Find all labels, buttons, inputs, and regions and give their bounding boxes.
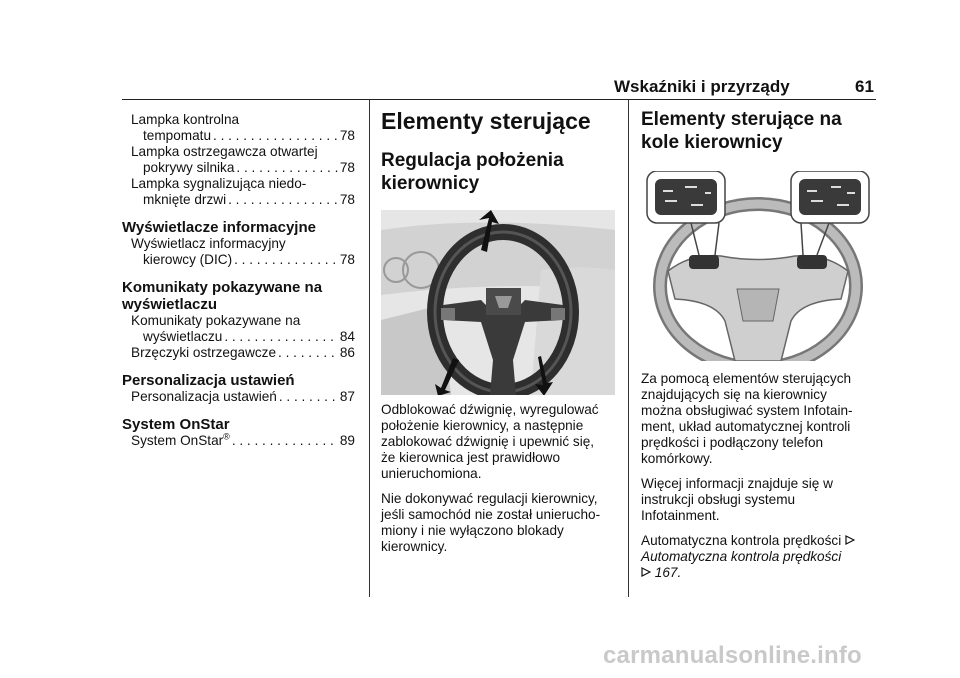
registered-mark: ® xyxy=(223,431,230,442)
column-divider-right xyxy=(628,100,629,597)
watermark: carmanualsonline.info xyxy=(603,642,862,669)
toc-section-heading xyxy=(122,279,355,313)
header-rule xyxy=(122,99,876,100)
page-reference-icon xyxy=(641,567,651,577)
toc-entry-text: tempomatu xyxy=(143,128,212,143)
cruise-control-reference-target[interactable]: Automatyczna kontrola prędkości 167. xyxy=(641,549,881,581)
paragraph-line: Nie dokonywać regulacji kierownicy, xyxy=(381,491,598,506)
page-reference-icon xyxy=(845,535,855,545)
paragraph-line: instrukcji obsługi systemu xyxy=(641,492,796,507)
toc-heading-line: Komunikaty pokazywane na xyxy=(122,279,323,296)
toc-entry-text: pokrywy silnika xyxy=(143,160,235,175)
infotainment-note xyxy=(641,476,881,524)
adjustment-warning xyxy=(381,491,615,555)
steering-adjustment-section xyxy=(381,108,615,555)
cruise-control-reference[interactable] xyxy=(641,533,881,549)
paragraph-line: unieruchomiona. xyxy=(381,466,482,481)
toc-entry-text: Lampka ostrzegawcza otwartej xyxy=(131,144,318,159)
toc-entry[interactable] xyxy=(122,236,355,268)
section-title-line: Elementy sterujące na xyxy=(641,109,842,130)
toc-entry-text: Lampka kontrolna xyxy=(131,112,240,127)
controls-description xyxy=(641,371,881,467)
toc-heading-line: wyświetlaczu xyxy=(122,296,218,313)
page-number: 61 xyxy=(855,77,874,96)
toc-entry[interactable] xyxy=(122,345,355,361)
paragraph-line: położenie kierownicy, a następnie xyxy=(381,418,584,433)
running-header-title: Wskaźniki i przyrządy xyxy=(614,77,790,96)
paragraph-line: można obsługiwać system Infotain- xyxy=(641,403,853,418)
subsection-title-line: Regulacja położenia xyxy=(381,150,564,171)
toc-entry-text: Personalizacja ustawień xyxy=(131,389,277,404)
paragraph-line: prędkości i podłączony telefon xyxy=(641,435,824,450)
toc-entry-text: System OnStar xyxy=(131,433,224,448)
toc-entry[interactable] xyxy=(122,144,355,176)
steering-wheel-controls-illustration xyxy=(641,171,875,361)
paragraph-line: jeśli samochód nie został unierucho- xyxy=(381,507,601,522)
section-title xyxy=(641,108,881,154)
toc-entry[interactable] xyxy=(122,176,355,208)
paragraph-line: Za pomocą elementów sterujących xyxy=(641,371,852,386)
toc-page-number: 89 xyxy=(339,433,355,448)
reference-page-number: 167 xyxy=(654,565,678,580)
paragraph-line: Infotainment. xyxy=(641,508,720,523)
toc-entry-text: Wyświetlacz informacyjny xyxy=(131,236,286,251)
toc-entry[interactable] xyxy=(122,433,355,449)
toc-entry-text: mknięte drzwi xyxy=(143,192,227,207)
toc-page-number: 87 xyxy=(339,389,355,404)
reference-title: Automatyczna kontrola prędkości xyxy=(641,549,842,564)
paragraph-line: Odblokować dźwignię, wyregulować xyxy=(381,402,599,417)
toc-entry[interactable] xyxy=(122,389,355,405)
toc-page-number: 78 xyxy=(339,128,355,143)
toc-section-heading: Wyświetlacze informacyjne xyxy=(122,219,316,236)
paragraph-line: ment, układ automatycznej kontroli xyxy=(641,419,851,434)
toc-entry-text: wyświetlaczu xyxy=(143,329,223,344)
paragraph-line: zablokować dźwignię i upewnić się, xyxy=(381,434,595,449)
toc-page-number: 78 xyxy=(339,160,355,175)
reference-text: Automatyczna kontrola prędkości xyxy=(641,533,842,548)
adjustment-instructions xyxy=(381,402,615,482)
toc-entry[interactable] xyxy=(122,112,355,144)
toc-entry-text: Lampka sygnalizująca niedo- xyxy=(131,176,307,191)
table-of-contents xyxy=(122,112,355,449)
paragraph-line: Więcej informacji znajduje się w xyxy=(641,476,833,491)
section-title: Elementy sterujące xyxy=(381,108,591,134)
paragraph-line: kierownicy. xyxy=(381,539,448,554)
toc-page-number: 78 xyxy=(339,192,355,207)
toc-page-number: 86 xyxy=(339,345,355,360)
paragraph-line: miony i nie wyłączono blokady xyxy=(381,523,564,538)
toc-entry[interactable] xyxy=(122,313,355,345)
paragraph-line: że kierownica jest prawidłowo xyxy=(381,450,561,465)
toc-page-number: 78 xyxy=(339,252,355,267)
steering-wheel-adjustment-illustration xyxy=(381,210,615,395)
paragraph-line: komórkowy. xyxy=(641,451,713,466)
paragraph-line: znajdujących się na kierownicy xyxy=(641,387,827,402)
toc-page-number: 84 xyxy=(339,329,355,344)
section-title-line: kole kierownicy xyxy=(641,132,783,153)
subsection-title xyxy=(381,149,615,195)
toc-entry-text: kierowcy (DIC) xyxy=(143,252,233,267)
toc-section-heading: Personalizacja ustawień xyxy=(122,372,295,389)
toc-entry-text: Komunikaty pokazywane na xyxy=(131,313,301,328)
toc-section-heading: System OnStar xyxy=(122,416,230,433)
subsection-title-line: kierownicy xyxy=(381,173,480,194)
toc-entry-text: Brzęczyki ostrzegawcze xyxy=(131,345,277,360)
steering-wheel-controls-section xyxy=(641,108,881,581)
column-divider-left xyxy=(369,100,370,597)
